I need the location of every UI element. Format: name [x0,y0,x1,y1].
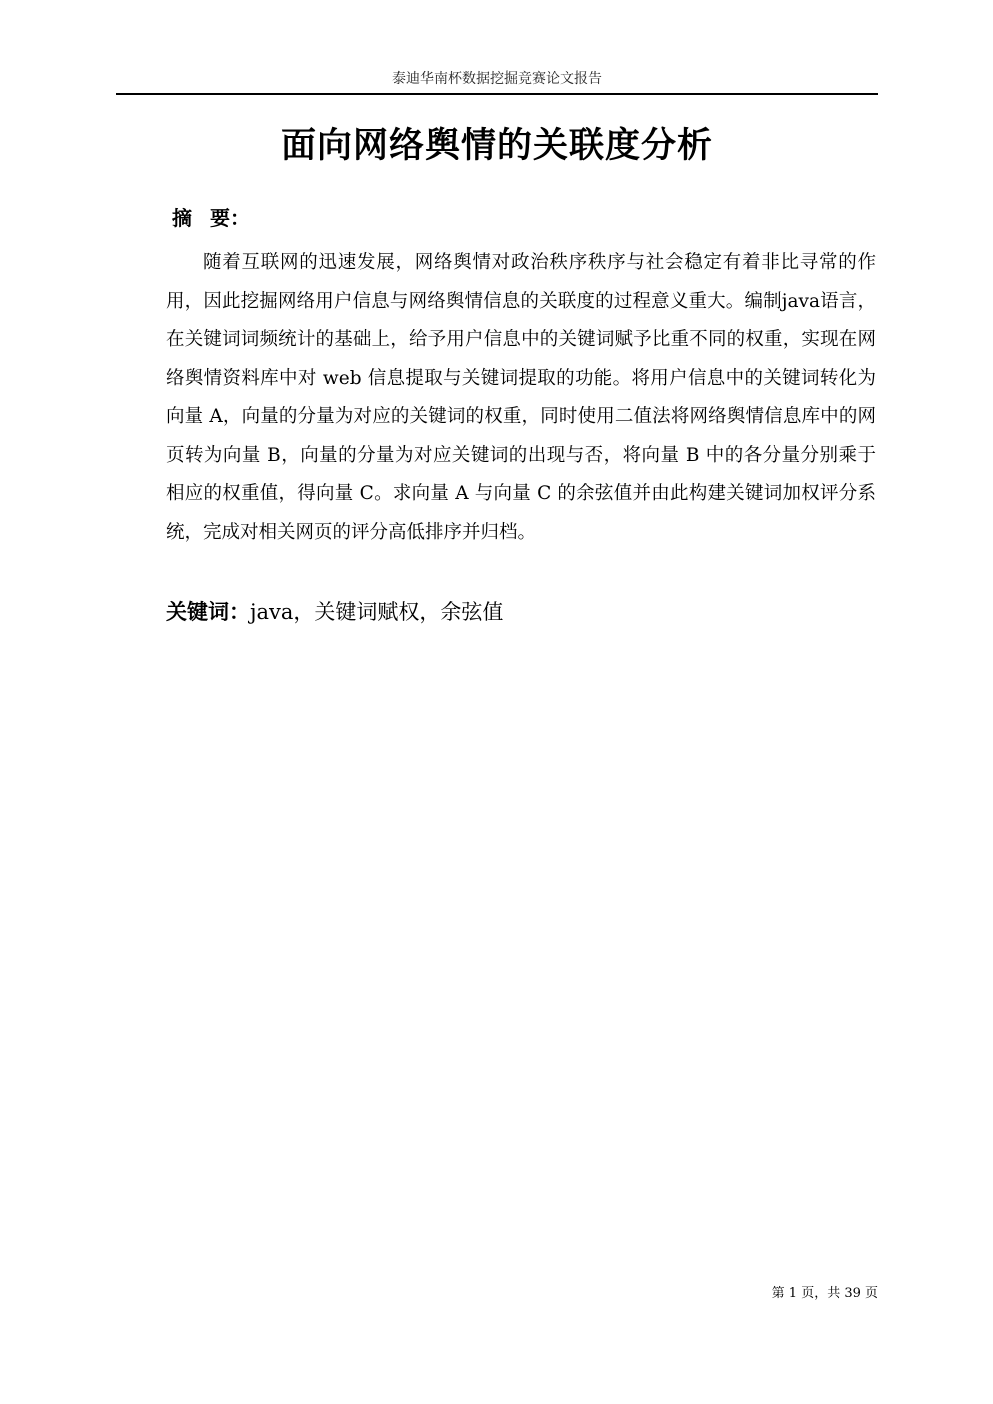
running-header: 泰迪华南杯数据挖掘竞赛论文报告 [392,71,602,87]
page-number: 第 1 页，共 39 页 [771,1286,878,1301]
abstract-body: 随着互联网的迅速发展，网络舆情对政治秩序秩序与社会稳定有着非比寻常的作用，因此挖掘网络用户信息与网络舆情信息的关联度的过程意义重大。编制java语言，在关键词词频统计的基础上，给予用户信息中的关键词赋予比重不同的权重，实现在网络舆情资料库中对 web 信息提取与关键词提取的功能。将用户信息中的关键词转化为向量 A，向量的分量为对应的关键词的权重，同时使用二值法将网络舆情信息库中的网页转为向量 B，向量的分量为对应关键词的出现与否，将向量 B 中的各分量分别乘于相应的权重值，得向量 C。求向量 A 与向量 C 的余弦值并由此构建关键词加权评分系统，完成对相关网页的评分高低排序并归档。 [166,252,876,543]
keywords-line [166,596,876,628]
keywords-label: 关键词： [166,600,250,624]
abstract-heading-part2: 要： [210,206,250,230]
header-divider [116,93,878,95]
keywords-value: java，关键词赋权，余弦值 [250,600,504,624]
abstract-heading-part1: 摘 [172,206,192,230]
paper-title: 面向网络舆情的关联度分析 [280,126,713,166]
abstract-heading [172,204,250,232]
